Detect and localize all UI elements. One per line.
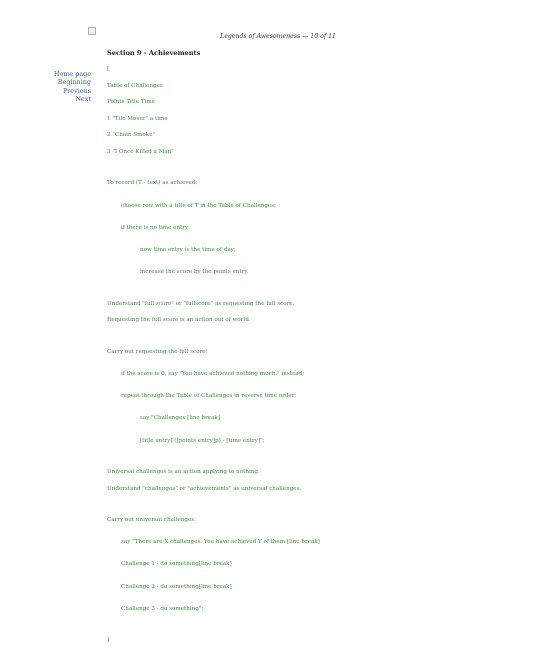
code-line: [title entry] ([points entry]p) - [time entry]"; — [140, 437, 265, 444]
table-name: Table of Challenges — [107, 82, 163, 89]
universal-challenges-rule: Universal challenges is an action applying to nothing. — [107, 468, 260, 475]
code-line: choose row with a title of T in the Table of Challenges; — [121, 202, 277, 209]
carry-out-universal-rule — [107, 502, 517, 628]
table-row: 2 "Chain Smoke" — [107, 132, 156, 139]
code-line: Challenge 2 - do something[line break] — [121, 583, 232, 590]
code-line: if the score is 0, say "You have achieved nothing much." instead; — [121, 370, 305, 377]
understand-challenges-rule: Understand "challenges" or "achievements" as universal challenges. — [107, 485, 302, 492]
source-text — [107, 66, 517, 654]
code-line: now time entry is the time of day; — [140, 247, 236, 254]
code-line: say "Challenges:[line break] — [140, 415, 220, 422]
code-line: say "There are X challenges. You have achieved Y of them.[line break] — [121, 539, 320, 546]
broken-image-icon — [88, 27, 96, 35]
close-bracket: ] — [107, 637, 110, 644]
understand-score-rule: Understand "full score" or "fullscore" as requesting the full score. — [107, 300, 295, 307]
section-title: Section 9 - Achievements — [107, 49, 201, 57]
table-row: 3 "I Once Killed a Man" — [107, 148, 174, 155]
table-columns: Points Title Time — [107, 99, 155, 106]
code-line: increase the score by the points entry. — [140, 269, 249, 276]
code-line: repeat through the Table of Challenges in reverse time order: — [121, 393, 297, 400]
navigation-links — [54, 70, 91, 104]
code-line: Challenge 1 - do something[line break] — [121, 561, 232, 568]
nav-beginning-link[interactable]: Beginning — [57, 78, 91, 87]
page-header-title: Legends of Awesomeness — 10 of 11 — [220, 33, 336, 40]
code-line: Challenge 3 - do something"; — [121, 605, 204, 612]
open-bracket: [ — [107, 66, 110, 72]
code-line: To record (T - text) as achieved: — [107, 180, 198, 187]
code-line: if there is no time entry: — [121, 224, 191, 231]
nav-home-page-link[interactable]: Home page — [53, 70, 91, 78]
requesting-rule: Requesting the full score is an action out of world. — [107, 317, 251, 324]
nav-next-link[interactable]: Next — [75, 95, 91, 104]
table-row: 1 "Tile Mover" a time — [107, 115, 168, 122]
carry-out-full-score-rule — [107, 334, 517, 460]
nav-previous-link[interactable]: Previous — [62, 86, 91, 95]
code-line: Carry out universal challenges: — [107, 516, 197, 523]
code-line: Carry out requesting the full score: — [107, 348, 208, 355]
record-rule — [107, 166, 517, 292]
